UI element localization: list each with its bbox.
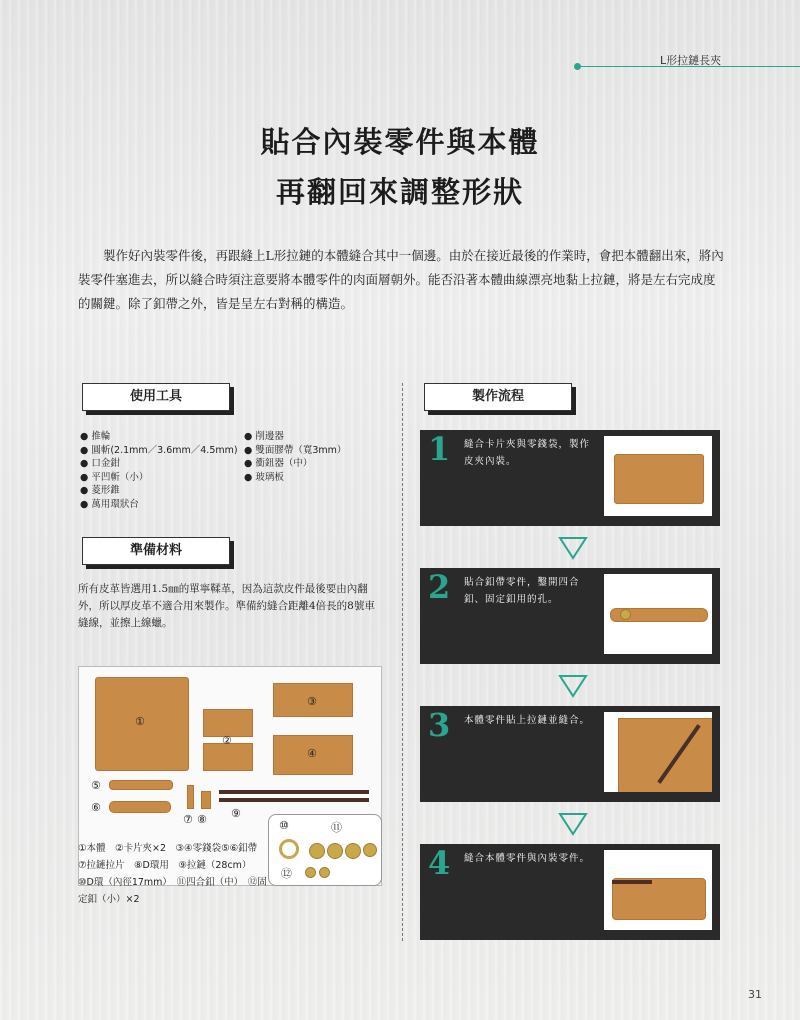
tool-item: ● 口金鉗 [80, 457, 250, 471]
part-number: ⑩ [279, 819, 289, 832]
step-text: 本體零件貼上拉鏈並縫合。 [464, 715, 591, 726]
step-photo [604, 850, 712, 930]
zipper [612, 880, 652, 884]
part-number: ⑨ [231, 807, 241, 820]
tool-item: ● 推輪 [80, 430, 250, 444]
part-number: ④ [307, 747, 317, 760]
rivet [305, 867, 316, 878]
tool-item: ● 雙面膠帶（寬3mm） [244, 444, 394, 458]
tools-list-1 [80, 430, 250, 511]
section-title: L形拉鏈長夾 [660, 54, 722, 67]
process-label: 製作流程 [424, 383, 572, 411]
snap-part [309, 843, 325, 859]
snap-part [327, 843, 343, 859]
tool-item: ● 平凹斬（小） [80, 471, 250, 485]
tool-item: ● 菱形錐 [80, 484, 250, 498]
flow-arrow-icon [558, 674, 588, 698]
snap-hole [620, 609, 631, 620]
zipper [219, 798, 369, 802]
part-number: ⑧ [197, 813, 207, 826]
leather-dring-piece [201, 791, 211, 809]
tool-item: ● 玻璃板 [244, 471, 394, 485]
part-number: ⑤ [91, 779, 101, 792]
process-step [420, 844, 720, 940]
step-photo [604, 436, 712, 516]
column-divider [402, 383, 403, 941]
process-step [420, 568, 720, 664]
snap-part [363, 843, 377, 857]
step-number: 1 [428, 430, 451, 468]
step-text: 貼合釦帶零件，鑿開四合釦、固定釦用的孔。 [464, 577, 580, 605]
hardware-inset [268, 814, 382, 886]
step-photo [604, 574, 712, 654]
page-title-line1: 貼合內裝零件與本體 [260, 125, 540, 159]
step-number: 2 [428, 568, 451, 606]
tools-label: 使用工具 [82, 383, 230, 411]
flow-arrow-icon [558, 812, 588, 836]
leather-wallet-piece [612, 878, 706, 920]
leather-inner-piece [614, 454, 704, 504]
part-number: ① [135, 715, 145, 728]
tool-item: ● 圓斬(2.1mm／3.6mm／4.5mm) [80, 444, 250, 458]
leather-strap-piece [109, 780, 173, 790]
part-number: ⑫ [281, 867, 292, 880]
page-title-line2: 再翻回來調整形狀 [275, 175, 524, 209]
part-number: ⑪ [331, 821, 342, 834]
leather-pull-piece [187, 785, 194, 809]
step-photo [604, 712, 712, 792]
materials-text: 所有皮革皆選用1.5㎜的單寧鞣革，因為這款皮件最後要由內翻外，所以厚皮革不適合用來製作。準備約縫合距離4倍長的8號車縫線，並擦上線蠟。 [78, 583, 375, 629]
d-ring [279, 839, 299, 859]
materials-caption: ①本體 ②卡片夾×2 ③④零錢袋⑤⑥釦帶 ⑦拉鏈拉片 ⑧D環用 ⑨拉鏈（28cm） ⑩D環（內徑17mm） ⑪四合釦（中） ⑫固定釦（小）×2 [78, 843, 267, 905]
leather-card-piece [203, 743, 253, 771]
materials-label: 準備材料 [82, 537, 230, 565]
part-number: ③ [307, 695, 317, 708]
rivet [319, 867, 330, 878]
flow-arrow-icon [558, 536, 588, 560]
step-text: 縫合卡片夾與零錢袋，製作皮夾內裝。 [464, 439, 591, 467]
snap-part [345, 843, 361, 859]
page-number: 31 [748, 988, 762, 1001]
leather-card-piece [203, 709, 253, 737]
step-number: 3 [428, 706, 451, 744]
step-number: 4 [428, 844, 451, 882]
part-number: ⑦ [183, 813, 193, 826]
leather-strap-piece [109, 801, 171, 813]
tool-item: ● 衝鈕器（中） [244, 457, 394, 471]
part-number: ⑥ [91, 801, 101, 814]
step-text: 縫合本體零件與內裝零件。 [464, 853, 591, 864]
process-step [420, 430, 720, 526]
part-number: ② [222, 734, 232, 747]
zipper [219, 790, 369, 794]
process-step [420, 706, 720, 802]
tool-item: ● 萬用環狀台 [80, 498, 250, 512]
tools-list-2 [244, 430, 394, 484]
tool-item: ● 削邊器 [244, 430, 394, 444]
intro-paragraph: 製作好內裝零件後，再跟縫上L形拉鏈的本體縫合其中一個邊。由於在接近最後的作業時，會把本體翻出來，將內裝零件塞進去，所以縫合時須注意要將本體零件的肉面層朝外。能否沿著本體曲線漂亮地黏上拉鏈，將是左右完成度的關鍵。除了釦帶之外，皆是呈左右對稱的構造。 [78, 248, 724, 311]
